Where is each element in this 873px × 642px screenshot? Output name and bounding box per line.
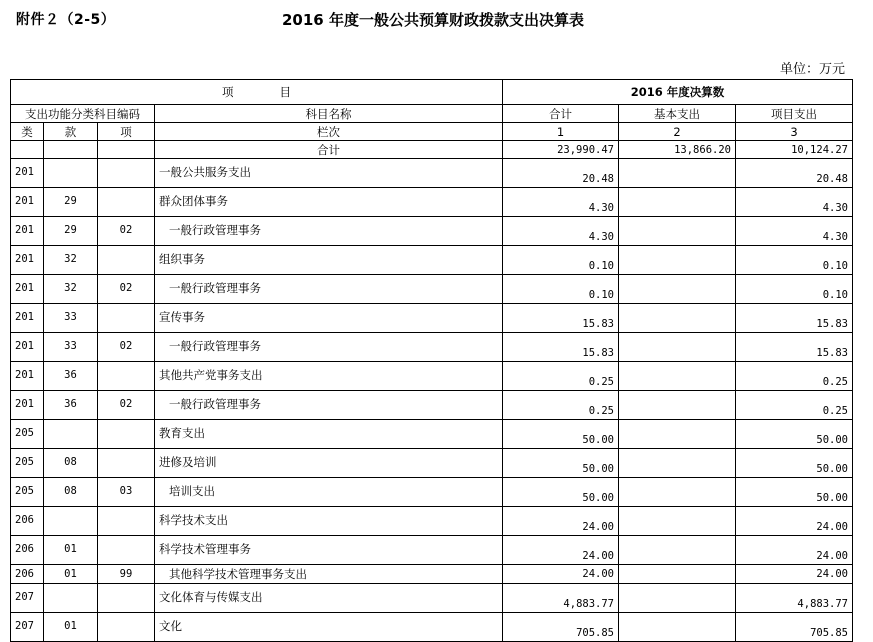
cell-lei: 201 xyxy=(11,304,44,333)
cell-project: 4.30 xyxy=(736,188,853,217)
cell-kuan: 33 xyxy=(44,333,98,362)
cell-subject-name: 科学技术支出 xyxy=(155,507,503,536)
cell-basic xyxy=(619,536,736,565)
cell-total: 24.00 xyxy=(503,565,619,584)
header-col-number-3: 3 xyxy=(736,123,853,141)
cell-xiang xyxy=(98,304,155,333)
cell-subject-name: 宣传事务 xyxy=(155,304,503,333)
cell-xiang: 02 xyxy=(98,391,155,420)
cell-basic xyxy=(619,217,736,246)
table-row xyxy=(11,536,853,565)
cell-kuan xyxy=(44,159,98,188)
cell-lei: 201 xyxy=(11,159,44,188)
cell-basic xyxy=(619,507,736,536)
table-row xyxy=(11,217,853,246)
unit-label: 单位：万元 xyxy=(779,62,845,77)
cell-basic xyxy=(619,613,736,642)
cell-project: 20.48 xyxy=(736,159,853,188)
table-row xyxy=(11,333,853,362)
header-col-basic: 基本支出 xyxy=(619,105,736,123)
cell-lei: 201 xyxy=(11,275,44,304)
cell-project: 50.00 xyxy=(736,449,853,478)
header-xiang: 项 xyxy=(98,123,155,141)
cell-xiang xyxy=(98,584,155,613)
expenditure-table xyxy=(10,79,853,642)
cell-basic xyxy=(619,188,736,217)
table-row xyxy=(11,565,853,584)
header-col-number-2: 2 xyxy=(619,123,736,141)
header-col-number-1: 1 xyxy=(503,123,619,141)
cell-xiang xyxy=(98,362,155,391)
cell-lei: 205 xyxy=(11,478,44,507)
table-row xyxy=(11,188,853,217)
cell-xiang: 02 xyxy=(98,275,155,304)
cell-subject-name: 培训支出 xyxy=(155,478,503,507)
cell-xiang xyxy=(98,507,155,536)
cell-kuan: 29 xyxy=(44,188,98,217)
header-col-total: 合计 xyxy=(503,105,619,123)
cell-total: 15.83 xyxy=(503,333,619,362)
cell-basic xyxy=(619,246,736,275)
cell-subject-name: 教育支出 xyxy=(155,420,503,449)
cell-project: 24.00 xyxy=(736,565,853,584)
table-row xyxy=(11,275,853,304)
table-row xyxy=(11,584,853,613)
cell-subject-name: 文化体育与传媒支出 xyxy=(155,584,503,613)
cell-subject-name: 一般公共服务支出 xyxy=(155,159,503,188)
cell-xiang: 02 xyxy=(98,333,155,362)
table-row xyxy=(11,478,853,507)
cell-xiang xyxy=(98,613,155,642)
cell-kuan xyxy=(44,507,98,536)
cell-subject-name: 组织事务 xyxy=(155,246,503,275)
cell-lei: 201 xyxy=(11,246,44,275)
cell-basic xyxy=(619,304,736,333)
table-row xyxy=(11,159,853,188)
total-project: 10,124.27 xyxy=(736,141,853,159)
cell-total: 24.00 xyxy=(503,507,619,536)
cell-subject-name: 一般行政管理事务 xyxy=(155,217,503,246)
cell-total: 705.85 xyxy=(503,613,619,642)
cell-lei: 206 xyxy=(11,507,44,536)
total-row xyxy=(11,141,853,159)
cell-project: 4,883.77 xyxy=(736,584,853,613)
table-row xyxy=(11,507,853,536)
cell-project: 50.00 xyxy=(736,420,853,449)
table-row xyxy=(11,391,853,420)
cell-lei: 201 xyxy=(11,333,44,362)
cell-total: 20.48 xyxy=(503,159,619,188)
cell-subject-name: 群众团体事务 xyxy=(155,188,503,217)
cell-kuan: 29 xyxy=(44,217,98,246)
cell-total: 24.00 xyxy=(503,536,619,565)
total-sum: 23,990.47 xyxy=(503,141,619,159)
cell-subject-name: 一般行政管理事务 xyxy=(155,391,503,420)
cell-total: 4,883.77 xyxy=(503,584,619,613)
cell-kuan: 36 xyxy=(44,391,98,420)
cell-lei: 201 xyxy=(11,188,44,217)
page-title: 2016 年度一般公共预算财政拨款支出决算表 xyxy=(282,11,584,29)
cell-basic xyxy=(619,333,736,362)
cell-project: 4.30 xyxy=(736,217,853,246)
cell-kuan: 32 xyxy=(44,275,98,304)
cell-xiang xyxy=(98,536,155,565)
cell-xiang: 02 xyxy=(98,217,155,246)
header-item: 项 目 xyxy=(11,80,503,105)
cell-basic xyxy=(619,391,736,420)
cell-subject-name: 一般行政管理事务 xyxy=(155,275,503,304)
total-xiang xyxy=(98,141,155,159)
total-kuan xyxy=(44,141,98,159)
total-label: 合计 xyxy=(155,141,503,159)
cell-subject-name: 一般行政管理事务 xyxy=(155,333,503,362)
table-row xyxy=(11,304,853,333)
cell-xiang xyxy=(98,159,155,188)
cell-kuan: 08 xyxy=(44,478,98,507)
cell-kuan: 01 xyxy=(44,613,98,642)
cell-lei: 207 xyxy=(11,584,44,613)
cell-total: 50.00 xyxy=(503,478,619,507)
cell-project: 15.83 xyxy=(736,333,853,362)
header-row-3 xyxy=(11,123,853,141)
cell-total: 0.10 xyxy=(503,275,619,304)
total-lei xyxy=(11,141,44,159)
cell-project: 15.83 xyxy=(736,304,853,333)
cell-kuan: 32 xyxy=(44,246,98,275)
table-row xyxy=(11,420,853,449)
cell-basic xyxy=(619,420,736,449)
cell-total: 50.00 xyxy=(503,449,619,478)
cell-xiang xyxy=(98,246,155,275)
cell-xiang xyxy=(98,449,155,478)
cell-lei: 201 xyxy=(11,362,44,391)
cell-project: 24.00 xyxy=(736,507,853,536)
cell-project: 705.85 xyxy=(736,613,853,642)
table-row xyxy=(11,246,853,275)
cell-lei: 206 xyxy=(11,565,44,584)
header-col-project: 项目支出 xyxy=(736,105,853,123)
cell-total: 0.25 xyxy=(503,362,619,391)
header-row-1 xyxy=(11,80,853,105)
header-lei: 类 xyxy=(11,123,44,141)
cell-subject-name: 进修及培训 xyxy=(155,449,503,478)
cell-project: 0.10 xyxy=(736,275,853,304)
cell-project: 0.25 xyxy=(736,391,853,420)
cell-total: 4.30 xyxy=(503,188,619,217)
cell-xiang: 99 xyxy=(98,565,155,584)
cell-subject-name: 科学技术管理事务 xyxy=(155,536,503,565)
cell-xiang: 03 xyxy=(98,478,155,507)
header-kuan: 款 xyxy=(44,123,98,141)
table-row xyxy=(11,449,853,478)
total-basic: 13,866.20 xyxy=(619,141,736,159)
cell-kuan: 08 xyxy=(44,449,98,478)
cell-kuan: 01 xyxy=(44,565,98,584)
header-row-2 xyxy=(11,105,853,123)
cell-basic xyxy=(619,478,736,507)
cell-project: 24.00 xyxy=(736,536,853,565)
cell-total: 0.10 xyxy=(503,246,619,275)
cell-xiang xyxy=(98,420,155,449)
cell-xiang xyxy=(98,188,155,217)
cell-lei: 206 xyxy=(11,536,44,565)
cell-lei: 201 xyxy=(11,217,44,246)
cell-project: 0.10 xyxy=(736,246,853,275)
annex-label: 附件２（2-5） xyxy=(16,12,116,28)
cell-kuan xyxy=(44,584,98,613)
cell-lei: 201 xyxy=(11,391,44,420)
cell-total: 15.83 xyxy=(503,304,619,333)
cell-basic xyxy=(619,159,736,188)
cell-basic xyxy=(619,449,736,478)
cell-kuan: 33 xyxy=(44,304,98,333)
cell-basic xyxy=(619,584,736,613)
cell-kuan xyxy=(44,420,98,449)
header-year-total: 2016 年度决算数 xyxy=(503,80,853,105)
cell-subject-name: 其他共产党事务支出 xyxy=(155,362,503,391)
cell-basic xyxy=(619,565,736,584)
cell-project: 0.25 xyxy=(736,362,853,391)
cell-kuan: 36 xyxy=(44,362,98,391)
cell-subject-name: 文化 xyxy=(155,613,503,642)
cell-kuan: 01 xyxy=(44,536,98,565)
cell-subject-name: 其他科学技术管理事务支出 xyxy=(155,565,503,584)
table-row xyxy=(11,362,853,391)
cell-total: 50.00 xyxy=(503,420,619,449)
cell-total: 0.25 xyxy=(503,391,619,420)
header-subject-name: 科目名称 xyxy=(155,105,503,123)
cell-basic xyxy=(619,275,736,304)
header-lanci: 栏次 xyxy=(155,123,503,141)
cell-lei: 207 xyxy=(11,613,44,642)
cell-project: 50.00 xyxy=(736,478,853,507)
cell-total: 4.30 xyxy=(503,217,619,246)
table-row xyxy=(11,613,853,642)
cell-basic xyxy=(619,362,736,391)
header-code-group: 支出功能分类科目编码 xyxy=(11,105,155,123)
cell-lei: 205 xyxy=(11,420,44,449)
cell-lei: 205 xyxy=(11,449,44,478)
